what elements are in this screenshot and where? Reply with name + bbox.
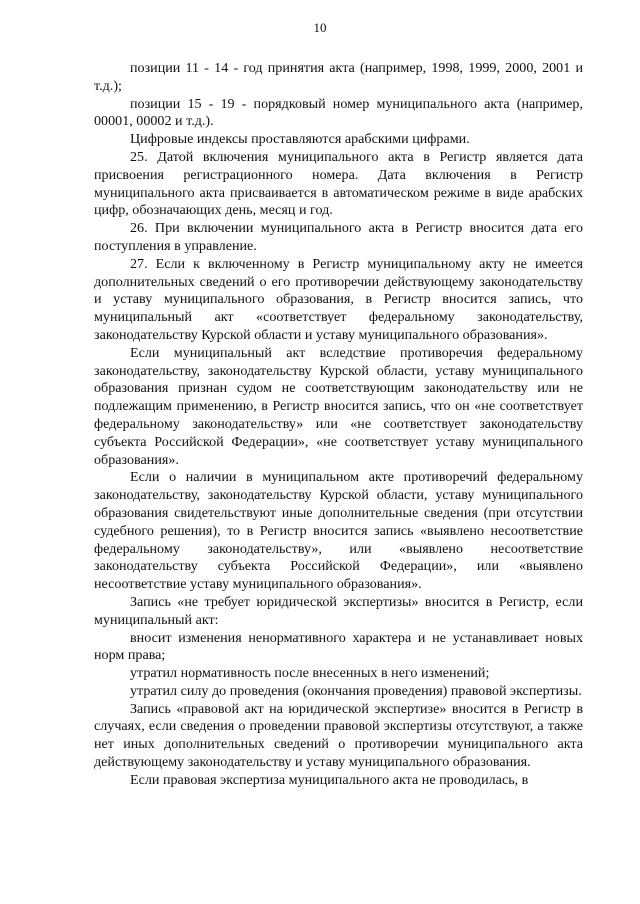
paragraph: Если правовая экспертиза муниципального акта не проводилась, в [130,771,529,788]
paragraph: Если муниципальный акт вследствие противоречия федеральному законодательству, законодательству Курской области, уставу муниципального образования признан судом не соответствующим законодательству или не подлежащим применению, в Регистр вносится запись, что он «не соответствует федеральному законодательству» или «не соответствует законодательству субъекта Российской Федерации», «не соответствует уставу муниципального образования». [94,344,583,468]
paragraph: позиции 11 - 14 - год принятия акта (например, 1998, 1999, 2000, 2001 и т.д.); [94,60,583,94]
paragraph: Запись «не требует юридической экспертизы» вносится в Регистр, если муниципальный акт: [94,593,583,628]
page-number: 10 [313,20,327,35]
paragraph: 26. При включении муниципального акта в Регистр вносится дата его поступления в управление. [94,220,583,254]
paragraph: Если о наличии в муниципальном акте противоречий федеральному законодательству, законодательству Курской области, уставу муниципального образования свидетельствуют иные дополнительные сведения (при отсутствии судебного решения), то в Регистр вносится запись «выявлено несоответствие федеральному законодательству», или «выявлено несоответствие законодательству субъекта Российской Федерации», или «выявлено несоответствие уставу муниципального образования». [94,469,583,593]
paragraph: утратил нормативность после внесенных в него изменений; [130,665,490,682]
paragraph: 25. Датой включения муниципального акта в Регистр является дата присвоения регистрационного номера. Дата включения в Регистр муниципального акта присваивается в автоматическом режиме в виде арабских цифр, обозначающих день, месяц и год. [94,148,583,219]
paragraph: вносит изменения ненормативного характера и не устанавливает новых норм права; [94,629,583,664]
document-body [94,60,583,790]
paragraph: Цифровые индексы проставляются арабскими цифрами. [130,131,470,148]
paragraph: 27. Если к включенному в Регистр муниципальному акту не имеется дополнительных сведений о его противоречии действующему законодательству и уставу муниципального образования, в Регистр вносится запись, что муниципальный акт «соответствует федеральному законодательству, законодательству Курской области и уставу муниципального образования». [94,255,583,343]
paragraph: утратил силу до проведения (окончания проведения) правовой экспертизы. [130,682,582,699]
paragraph: Запись «правовой акт на юридической экспертизе» вносится в Регистр в случаях, если сведения о проведении правовой экспертизы отсутствуют, а также нет иных дополнительных сведений о противоречии муниципального акта действующему законодательству и уставу муниципального образования. [94,700,583,771]
paragraph: позиции 15 - 19 - порядковый номер муниципального акта (например, 00001, 00002 и т.д.). [94,95,583,130]
